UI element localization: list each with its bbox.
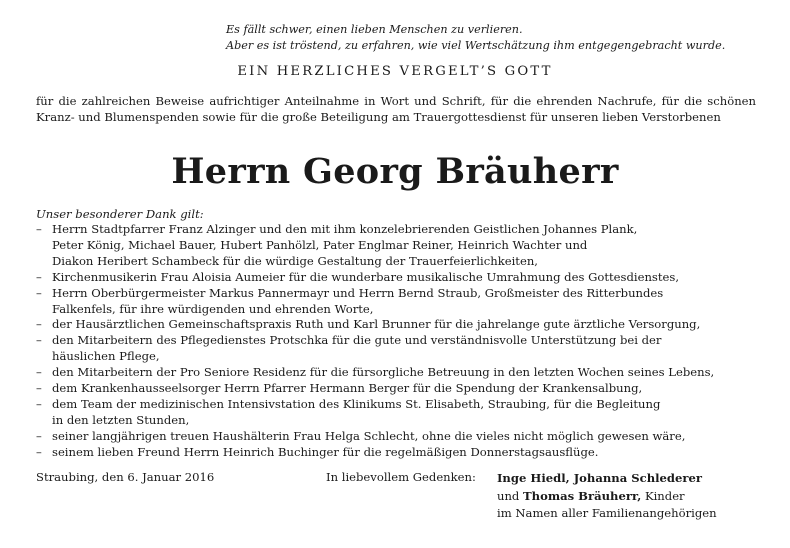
list-item bbox=[36, 270, 761, 286]
dash-bullet: – bbox=[36, 285, 42, 300]
list-item-line: den Mitarbeitern des Pflegedienstes Protschka für die gute und verständnisvolle Unterstützung bei der bbox=[52, 333, 662, 348]
thanks-list bbox=[36, 222, 761, 461]
quote-line-1: Es fällt schwer, einen lieben Menschen zu verlieren. bbox=[226, 23, 523, 36]
list-item bbox=[36, 397, 761, 429]
dash-bullet: – bbox=[36, 222, 42, 236]
opening-quote bbox=[226, 22, 766, 54]
thanks-heading: EIN HERZLICHES VERGELT’S GOTT bbox=[237, 64, 553, 79]
dash-bullet: – bbox=[36, 317, 42, 332]
list-item bbox=[36, 317, 761, 333]
list-item bbox=[36, 286, 761, 318]
dash-bullet: – bbox=[36, 381, 42, 396]
signatories-names: Inge Hiedl, Johanna Schlederer bbox=[497, 471, 702, 485]
dash-bullet: – bbox=[36, 333, 42, 348]
list-item bbox=[36, 381, 761, 397]
list-item-line: seinem lieben Freund Herrn Heinrich Buchinger für die regelmäßigen Donnerstagsausflüge. bbox=[52, 444, 599, 459]
list-item bbox=[36, 333, 761, 365]
memorial-label: In liebevollem Gedenken: bbox=[326, 470, 476, 484]
dash-bullet: – bbox=[36, 365, 42, 380]
family-line: im Namen aller Familienangehörigen bbox=[497, 506, 717, 520]
list-item-line: den Mitarbeitern der Pro Seniore Residenz für die fürsorgliche Betreuung in den letzten Wochen seines Lebens, bbox=[52, 365, 715, 380]
special-thanks-label: Unser besonderer Dank gilt: bbox=[36, 207, 204, 221]
place-date: Straubing, den 6. Januar 2016 bbox=[36, 470, 215, 484]
list-item bbox=[36, 429, 761, 445]
list-item-line: Kirchenmusikerin Frau Aloisia Aumeier für die wunderbare musikalische Umrahmung des Gottesdienstes, bbox=[52, 269, 680, 284]
dash-bullet: – bbox=[36, 396, 42, 411]
list-item-line: seiner langjährigen treuen Haushälterin Frau Helga Schlecht, ohne die vieles nicht möglich gewesen wäre, bbox=[52, 428, 686, 443]
list-item-line: in den letzten Stunden, bbox=[52, 412, 190, 427]
quote-line-2: Aber es ist tröstend, zu erfahren, wie viel Wertschätzung ihm entgegengebracht wurde. bbox=[226, 39, 726, 52]
list-item-line: Herrn Oberbürgermeister Markus Pannermayr und Herrn Bernd Straub, Großmeister des Ritterbundes bbox=[52, 285, 664, 300]
list-item bbox=[36, 445, 761, 461]
deceased-name: Herrn Georg Bräuherr bbox=[171, 151, 619, 192]
list-item-line: dem Team der medizinischen Intensivstation des Klinikums St. Elisabeth, Straubing, für die Begleitung bbox=[52, 396, 661, 411]
list-item-line: häuslichen Pflege, bbox=[52, 349, 160, 364]
list-item bbox=[36, 365, 761, 381]
signatory-thomas: Thomas Bräuherr, bbox=[523, 488, 642, 503]
children-word: Kinder bbox=[644, 488, 685, 503]
intro-paragraph: für die zahlreichen Beweise aufrichtiger Anteilnahme in Wort und Schrift, für die ehrenden Nachrufe, für die schönen Kranz- und Blumenspenden sowie für die große Beteiligung am Trauergottesdienst für unseren lieben Verstorbenen bbox=[36, 94, 756, 124]
dash-bullet: – bbox=[36, 269, 42, 284]
list-item-line: Diakon Heribert Schambeck für die würdige Gestaltung der Trauerfeierlichkeiten, bbox=[52, 253, 538, 268]
signatories bbox=[497, 470, 717, 523]
list-item-line: Peter König, Michael Bauer, Hubert Panhölzl, Pater Englmar Reiner, Heinrich Wachter und bbox=[52, 237, 588, 252]
and-word: und bbox=[497, 488, 520, 503]
dash-bullet: – bbox=[36, 428, 42, 443]
list-item-line: dem Krankenhausseelsorger Herrn Pfarrer Hermann Berger für die Spendung der Krankensalbung, bbox=[52, 381, 643, 396]
list-item-line: der Hausärztlichen Gemeinschaftspraxis Ruth und Karl Brunner für die jahrelange gute ärztliche Versorgung, bbox=[52, 317, 701, 332]
list-item-line: Herrn Stadtpfarrer Franz Alzinger und den mit ihm konzelebrierenden Geistlichen Johannes Plank, bbox=[52, 222, 638, 236]
list-item bbox=[36, 222, 761, 270]
list-item-line: Falkenfels, für ihre würdigenden und ehrenden Worte, bbox=[52, 301, 374, 316]
dash-bullet: – bbox=[36, 444, 42, 459]
